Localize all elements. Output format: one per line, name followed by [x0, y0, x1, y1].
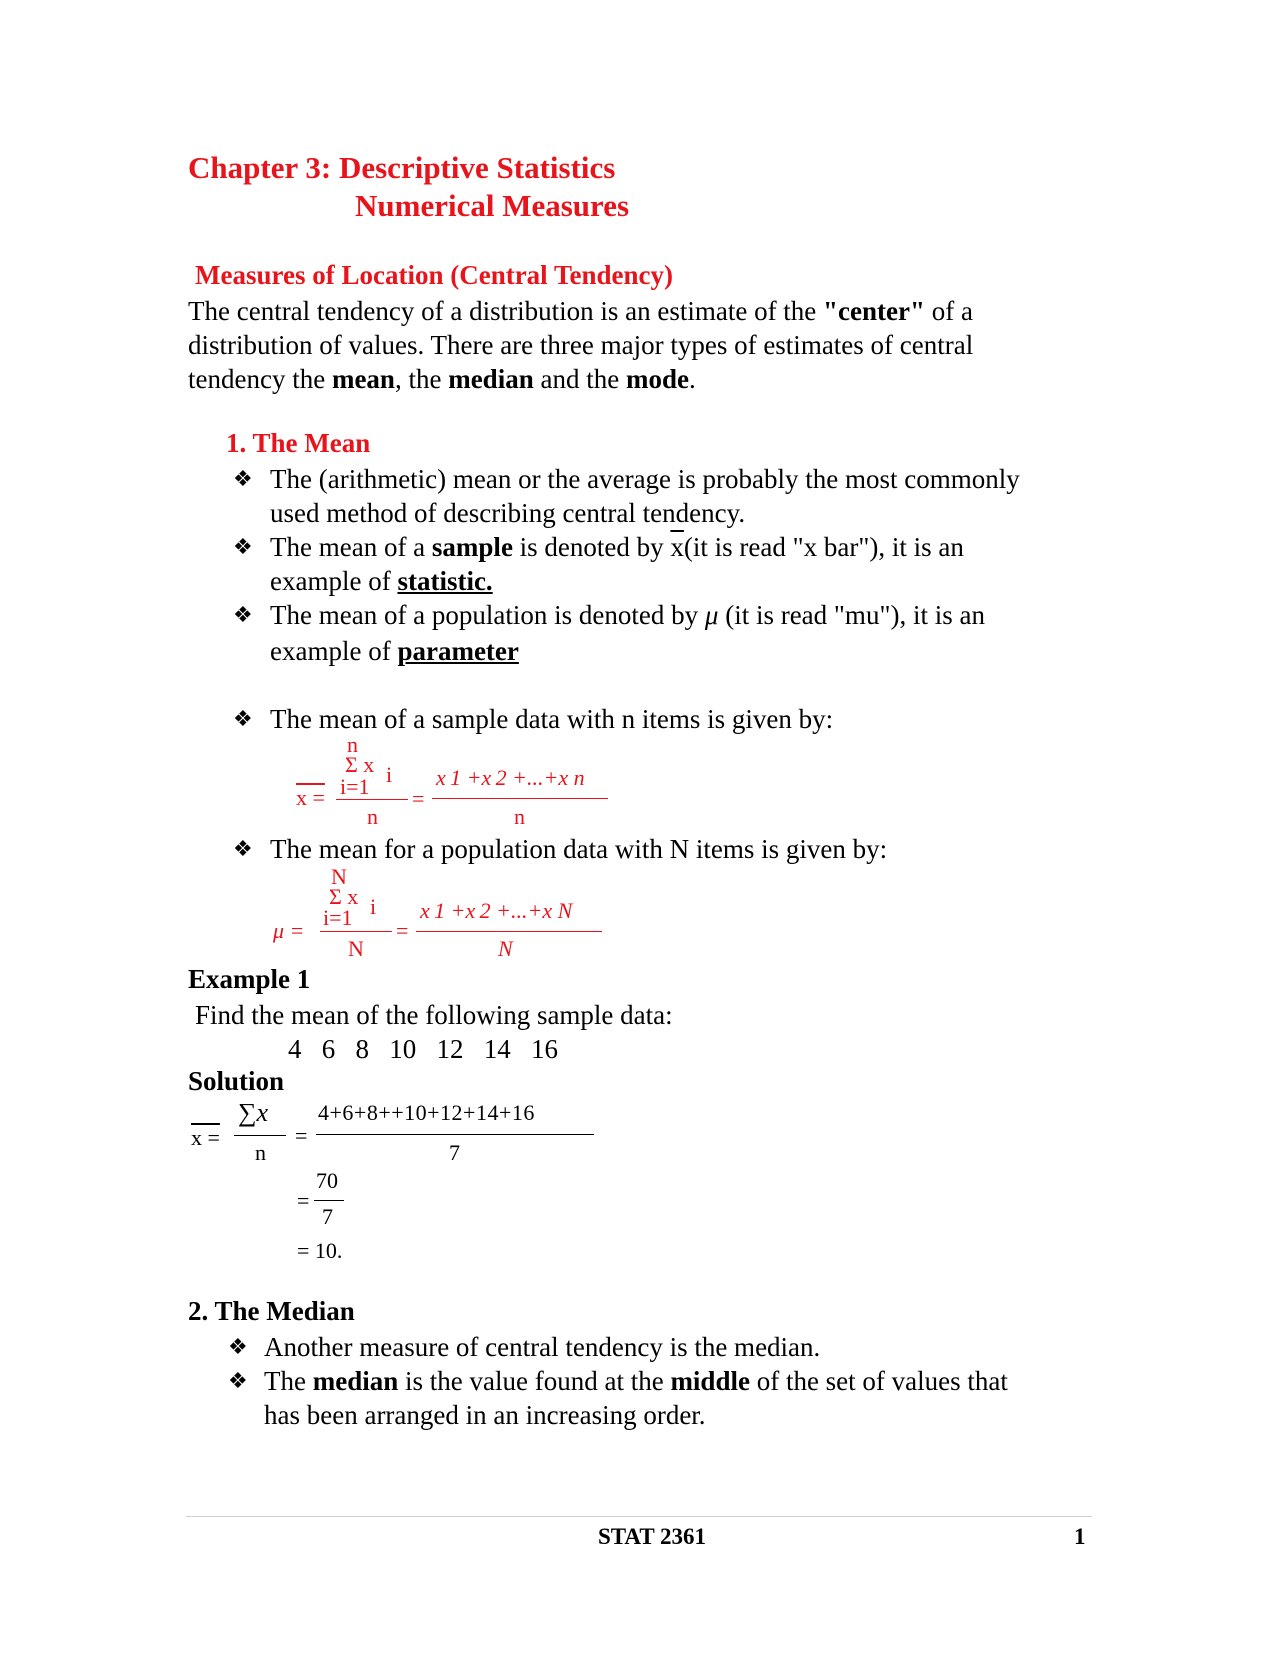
sum-x: ∑x [238, 1098, 269, 1127]
text: example of [270, 636, 398, 666]
data-value: 12 [436, 1034, 464, 1064]
term-mean: mean [331, 364, 395, 394]
data-value: 14 [483, 1034, 511, 1064]
intro-text: of a [924, 296, 973, 326]
sum-subscript: i [370, 894, 377, 919]
text: is denoted by [512, 532, 671, 562]
sum-subscript: i [386, 762, 393, 787]
mean-heading: 1. The Mean [226, 428, 371, 458]
xbar-lhs: x = [296, 785, 325, 810]
intro-line-1 [188, 294, 973, 328]
term-parameter: parameter [397, 636, 519, 666]
data-value: 16 [531, 1034, 558, 1064]
fraction-bar [234, 1135, 286, 1136]
step-numerator: 70 [316, 1168, 338, 1193]
sum-expansion: x 1 +x 2 +...+x N [420, 898, 573, 923]
equals-sign: = [412, 786, 425, 811]
equals-sign: = [295, 1123, 308, 1148]
diamond-bullet-icon: ❖ [233, 706, 253, 731]
sum-upper-limit: N [331, 864, 347, 889]
data-value: 10 [389, 1034, 417, 1064]
intro-text: tendency the [188, 364, 332, 394]
median-heading: 2. The Median [188, 1296, 355, 1326]
text: The [264, 1366, 313, 1396]
term-statistic: statistic. [397, 566, 493, 596]
example-values [288, 1032, 558, 1066]
term-middle: middle [670, 1366, 750, 1396]
footer-rule [186, 1516, 1092, 1517]
sigma-x: Σ x [329, 884, 359, 909]
fraction-denominator: 7 [449, 1140, 460, 1165]
text: (it is read "mu"), it is an [718, 600, 985, 630]
mean-bullet-4: The mean of a sample data with n items is given by: [270, 704, 834, 734]
mean-bullet-3-line-1 [270, 598, 985, 632]
intro-text: and the [533, 364, 626, 394]
footer-course: STAT 2361 [598, 1524, 707, 1549]
final-result: = 10. [297, 1238, 343, 1263]
intro-line-3 [188, 362, 696, 396]
term-mode: mode [625, 364, 689, 394]
xbar-symbol: $\overline{x}$ [670, 532, 684, 562]
fraction-denominator: N [498, 936, 513, 961]
median-bullet-2-line-1 [264, 1364, 1008, 1398]
chapter-title: Chapter 3: Descriptive Statistics [188, 150, 616, 185]
fraction-bar [336, 799, 408, 800]
mean-bullet-2-line-1 [270, 530, 964, 564]
median-bullet-1: Another measure of central tendency is the median. [264, 1332, 821, 1362]
chapter-subtitle: Numerical Measures [355, 188, 630, 223]
mean-bullet-2-line-2 [270, 564, 493, 598]
step-denominator: 7 [322, 1204, 333, 1229]
text: The mean of a [270, 532, 432, 562]
data-value: 8 [355, 1034, 369, 1064]
sum-expansion: x 1 +x 2 +...+x n [436, 765, 585, 790]
intro-text: , the [394, 364, 449, 394]
fraction-bar [320, 931, 392, 932]
intro-text: . [688, 364, 696, 394]
mu-symbol: μ [704, 600, 719, 630]
fraction-denominator: N [348, 936, 364, 961]
diamond-bullet-icon: ❖ [233, 466, 253, 491]
fraction-bar [432, 798, 608, 799]
data-value: 4 [288, 1034, 302, 1064]
diamond-bullet-icon: ❖ [228, 1368, 248, 1393]
mean-bullet-1-line-2: used method of describing central tendency. [270, 498, 746, 528]
sum-lower-limit: i=1 [323, 905, 353, 930]
sigma-x: Σ x [345, 752, 375, 777]
term-sample: sample [431, 532, 513, 562]
sum-expansion: 4+6+8++10+12+14+16 [318, 1100, 535, 1125]
fraction-bar [316, 1134, 594, 1135]
median-bullet-2-line-2: has been arranged in an increasing order. [264, 1400, 706, 1430]
solution-heading: Solution [188, 1066, 285, 1096]
intro-center: "center" [823, 296, 925, 326]
mean-bullet-3-line-2 [270, 634, 519, 668]
intro-line-2: distribution of values. There are three major types of estimates of central [188, 330, 974, 360]
text: The mean of a population is denoted by [270, 600, 705, 630]
fraction-denominator: n [367, 804, 378, 829]
text: (it is read "x bar"), it is an [683, 532, 964, 562]
page-number: 1 [1074, 1524, 1086, 1549]
sum-lower-limit: i=1 [340, 774, 370, 799]
text: of the set of values that [749, 1366, 1008, 1396]
equals-sign: = [297, 1188, 310, 1213]
fraction-bar [314, 1200, 344, 1201]
term-median: median [448, 364, 534, 394]
diamond-bullet-icon: ❖ [228, 1334, 248, 1359]
term-median: median [312, 1366, 399, 1396]
diamond-bullet-icon: ❖ [233, 534, 253, 559]
diamond-bullet-icon: ❖ [233, 836, 253, 861]
example-prompt: Find the mean of the following sample data: [195, 1000, 673, 1030]
text: is the value found at the [398, 1366, 671, 1396]
xbar-lhs: x = [191, 1125, 220, 1150]
sum-upper-limit: n [347, 732, 358, 757]
text: example of [270, 566, 398, 596]
fraction-bar [416, 931, 602, 932]
mean-bullet-5: The mean for a population data with N items is given by: [270, 834, 888, 864]
section-heading: Measures of Location (Central Tendency) [195, 260, 673, 290]
mean-bullet-1-line-1: The (arithmetic) mean or the average is probably the most commonly [270, 464, 1020, 494]
equals-sign: = [396, 918, 409, 943]
example-heading: Example 1 [188, 964, 311, 994]
fraction-denominator: n [255, 1140, 266, 1165]
intro-text: The central tendency of a distribution is an estimate of the [188, 296, 824, 326]
mu-lhs: μ = [273, 918, 305, 943]
diamond-bullet-icon: ❖ [233, 602, 253, 627]
fraction-denominator: n [514, 804, 525, 829]
data-value: 6 [321, 1034, 336, 1064]
